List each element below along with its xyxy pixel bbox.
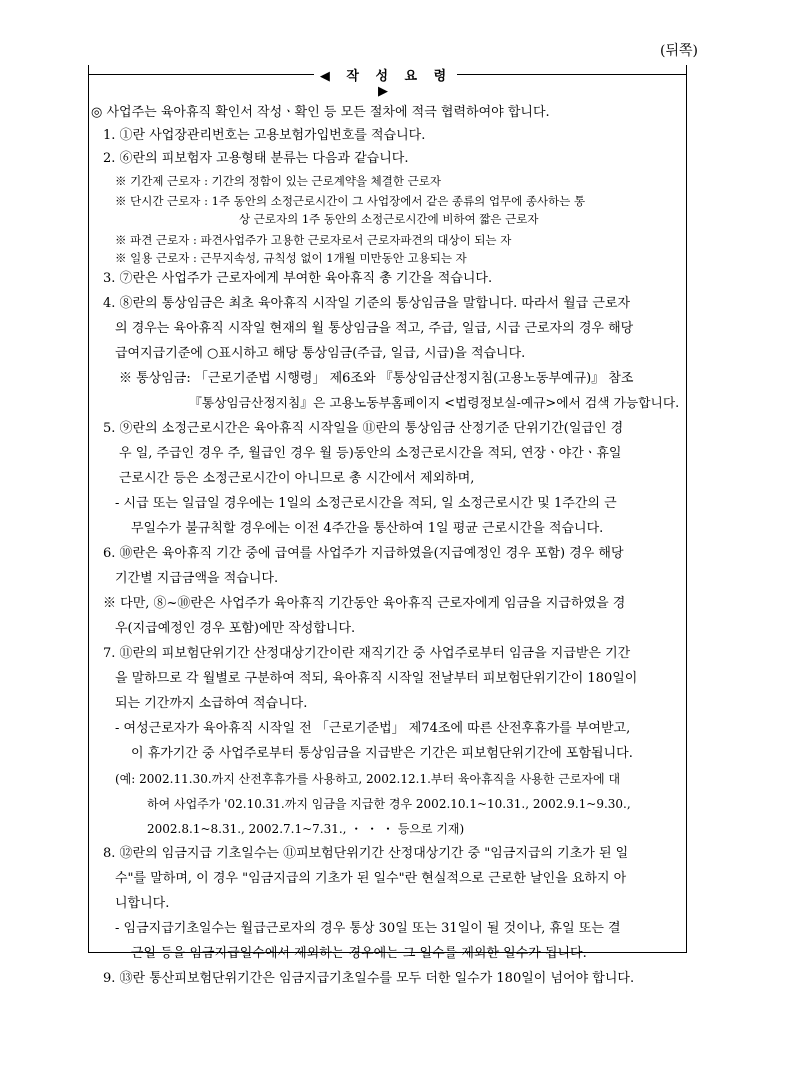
text-line: 1. ①란 사업장관리번호는 고용보험가입번호를 적습니다. — [103, 128, 426, 143]
text-line: - 시급 또는 일급일 경우에는 1일의 소정근로시간을 적되, 일 소정근로시간 및 1주간의 근 — [115, 496, 617, 511]
text-line: 7. ⑪란의 피보험단위기간 산정대상기간이란 재직기간 중 사업주로부터 임금을 지급받은 기간 — [103, 646, 631, 661]
title-label: 작 성 요 령 — [346, 69, 453, 84]
text-line: ※ 다만, ⑧~⑩란은 사업주가 육아휴직 기간동안 육아휴직 근로자에게 임금을 지급하였을 경 — [103, 596, 626, 611]
text-line: 이 휴가기간 중 사업주로부터 통상임금을 지급받은 기간은 피보험단위기간에 포함됩니다. — [131, 746, 633, 761]
text-line: ※ 단시간 근로자 : 1주 동안의 소정근로시간이 그 사업장에서 같은 종류의 업무에 종사하는 통 — [115, 194, 586, 208]
text-line: 9. ⑬란 통산피보험단위기간은 임금지급기초일수를 모두 더한 일수가 180일이 넘어야 합니다. — [103, 971, 635, 986]
text-line: ※ 기간제 근로자 : 기간의 정함이 있는 근로계약을 체결한 근로자 — [115, 174, 441, 188]
text-line: 8. ⑫란의 임금지급 기초일수는 ⑪피보험단위기간 산정대상기간 중 "임금지급의 기초가 된 일 — [103, 846, 629, 861]
text-line: 2002.8.1~8.31., 2002.7.1~7.31., ・ ・ ・ 등으로 기재) — [147, 822, 465, 836]
text-line: (예: 2002.11.30.까지 산전후휴가를 사용하고, 2002.12.1.부터 육아휴직을 사용한 근로자에 대 — [115, 772, 621, 786]
text-line: ◎ 사업주는 육아휴직 확인서 작성ㆍ확인 등 모든 절차에 적극 협력하여야 합니다. — [91, 105, 550, 120]
text-line: 6. ⑩란은 육아휴직 기간 중에 급여를 사업주가 지급하였을(지급예정인 경우 포함) 경우 해당 — [103, 546, 624, 561]
text-line: 되는 기간까지 소급하여 적습니다. — [115, 696, 308, 711]
text-line: 의 경우는 육아휴직 시작일 현재의 월 통상임금을 적고, 주급, 일급, 시급 근로자의 경우 해당 — [115, 321, 634, 336]
text-line: ※ 통상임금: 「근로기준법 시행령」 제6조와 『통상임금산정지침(고용노동부예규)』 참조 — [119, 371, 634, 386]
section-title — [319, 65, 453, 99]
text-line: 을 말하므로 각 월별로 구분하여 적되, 육아휴직 시작일 전날부터 피보험단위기간이 180일이 — [115, 671, 638, 686]
text-line: 하여 사업주가 '02.10.31.까지 임금을 지급한 경우 2002.10.1~10.31., 2002.9.1~9.30., — [147, 797, 631, 811]
text-line: 무일수가 불규칙할 경우에는 이전 4주간을 통산하여 1일 평균 근로시간을 적습니다. — [131, 521, 604, 536]
title-rule-left — [89, 74, 314, 75]
title-row — [89, 65, 686, 99]
text-line: 근로시간 등은 소정근로시간이 아니므로 총 시간에서 제외하며, — [119, 471, 475, 486]
text-line: 수"를 말하며, 이 경우 "임금지급의 기초가 된 일수"란 현실적으로 근로한 날인을 요하지 아 — [115, 871, 627, 886]
page-label: (뒤쪽) — [660, 43, 698, 59]
text-line: 우(지급예정인 경우 포함)에만 작성합니다. — [115, 621, 356, 636]
text-line: - 여성근로자가 육아휴직 시작일 전 「근로기준법」 제74조에 따른 산전후휴가를 부여받고, — [115, 721, 631, 736]
text-line: 상 근로자의 1주 동안의 소정근로시간에 비하여 짧은 근로자 — [239, 212, 539, 226]
right-triangle-icon: ▶ — [378, 84, 394, 99]
text-line: 근일 등을 임금지급일수에서 제외하는 경우에는 그 일수를 제외한 일수가 됩니다. — [131, 946, 587, 961]
text-line: 기간별 지급금액을 적습니다. — [115, 571, 279, 586]
text-line: 2. ⑥란의 피보험자 고용형태 분류는 다음과 같습니다. — [103, 151, 409, 166]
text-line: ※ 일용 근로자 : 근무지속성, 규칙성 없이 1개월 미만동안 고용되는 자 — [115, 251, 467, 265]
text-line: 『통상임금산정지침』은 고용노동부홈페이지 <법령정보실-예규>에서 검색 가능합니다. — [189, 396, 680, 411]
text-line: 4. ⑧란의 통상임금은 최초 육아휴직 시작일 기준의 통상임금을 말합니다. 따라서 월급 근로자 — [103, 296, 631, 311]
instructions-box — [88, 65, 687, 986]
text-line: - 임금지급기초일수는 월급근로자의 경우 통상 30일 또는 31일이 될 것이나, 휴일 또는 결 — [115, 921, 621, 936]
text-line: 5. ⑨란의 소정근로시간은 육아휴직 시작일을 ⑪란의 통상임금 산정기준 단위기간(일급인 경 — [103, 421, 624, 436]
text-line: 급여지급기준에 ○표시하고 해당 통상임금(주급, 일급, 시급)을 적습니다. — [115, 346, 526, 361]
text-line: ※ 파견 근로자 : 파견사업주가 고용한 근로자로서 근로자파견의 대상이 되는 자 — [115, 233, 512, 247]
title-rule-right — [457, 74, 686, 75]
text-line: 니합니다. — [115, 896, 170, 911]
text-line: 3. ⑦란은 사업주가 근로자에게 부여한 육아휴직 총 기간을 적습니다. — [103, 271, 493, 286]
text-line: 우 일, 주급인 경우 주, 월급인 경우 월 등)동안의 소정근로시간을 적되, 연장ㆍ야간ㆍ휴일 — [119, 446, 622, 461]
left-triangle-icon: ◀ — [319, 69, 336, 84]
